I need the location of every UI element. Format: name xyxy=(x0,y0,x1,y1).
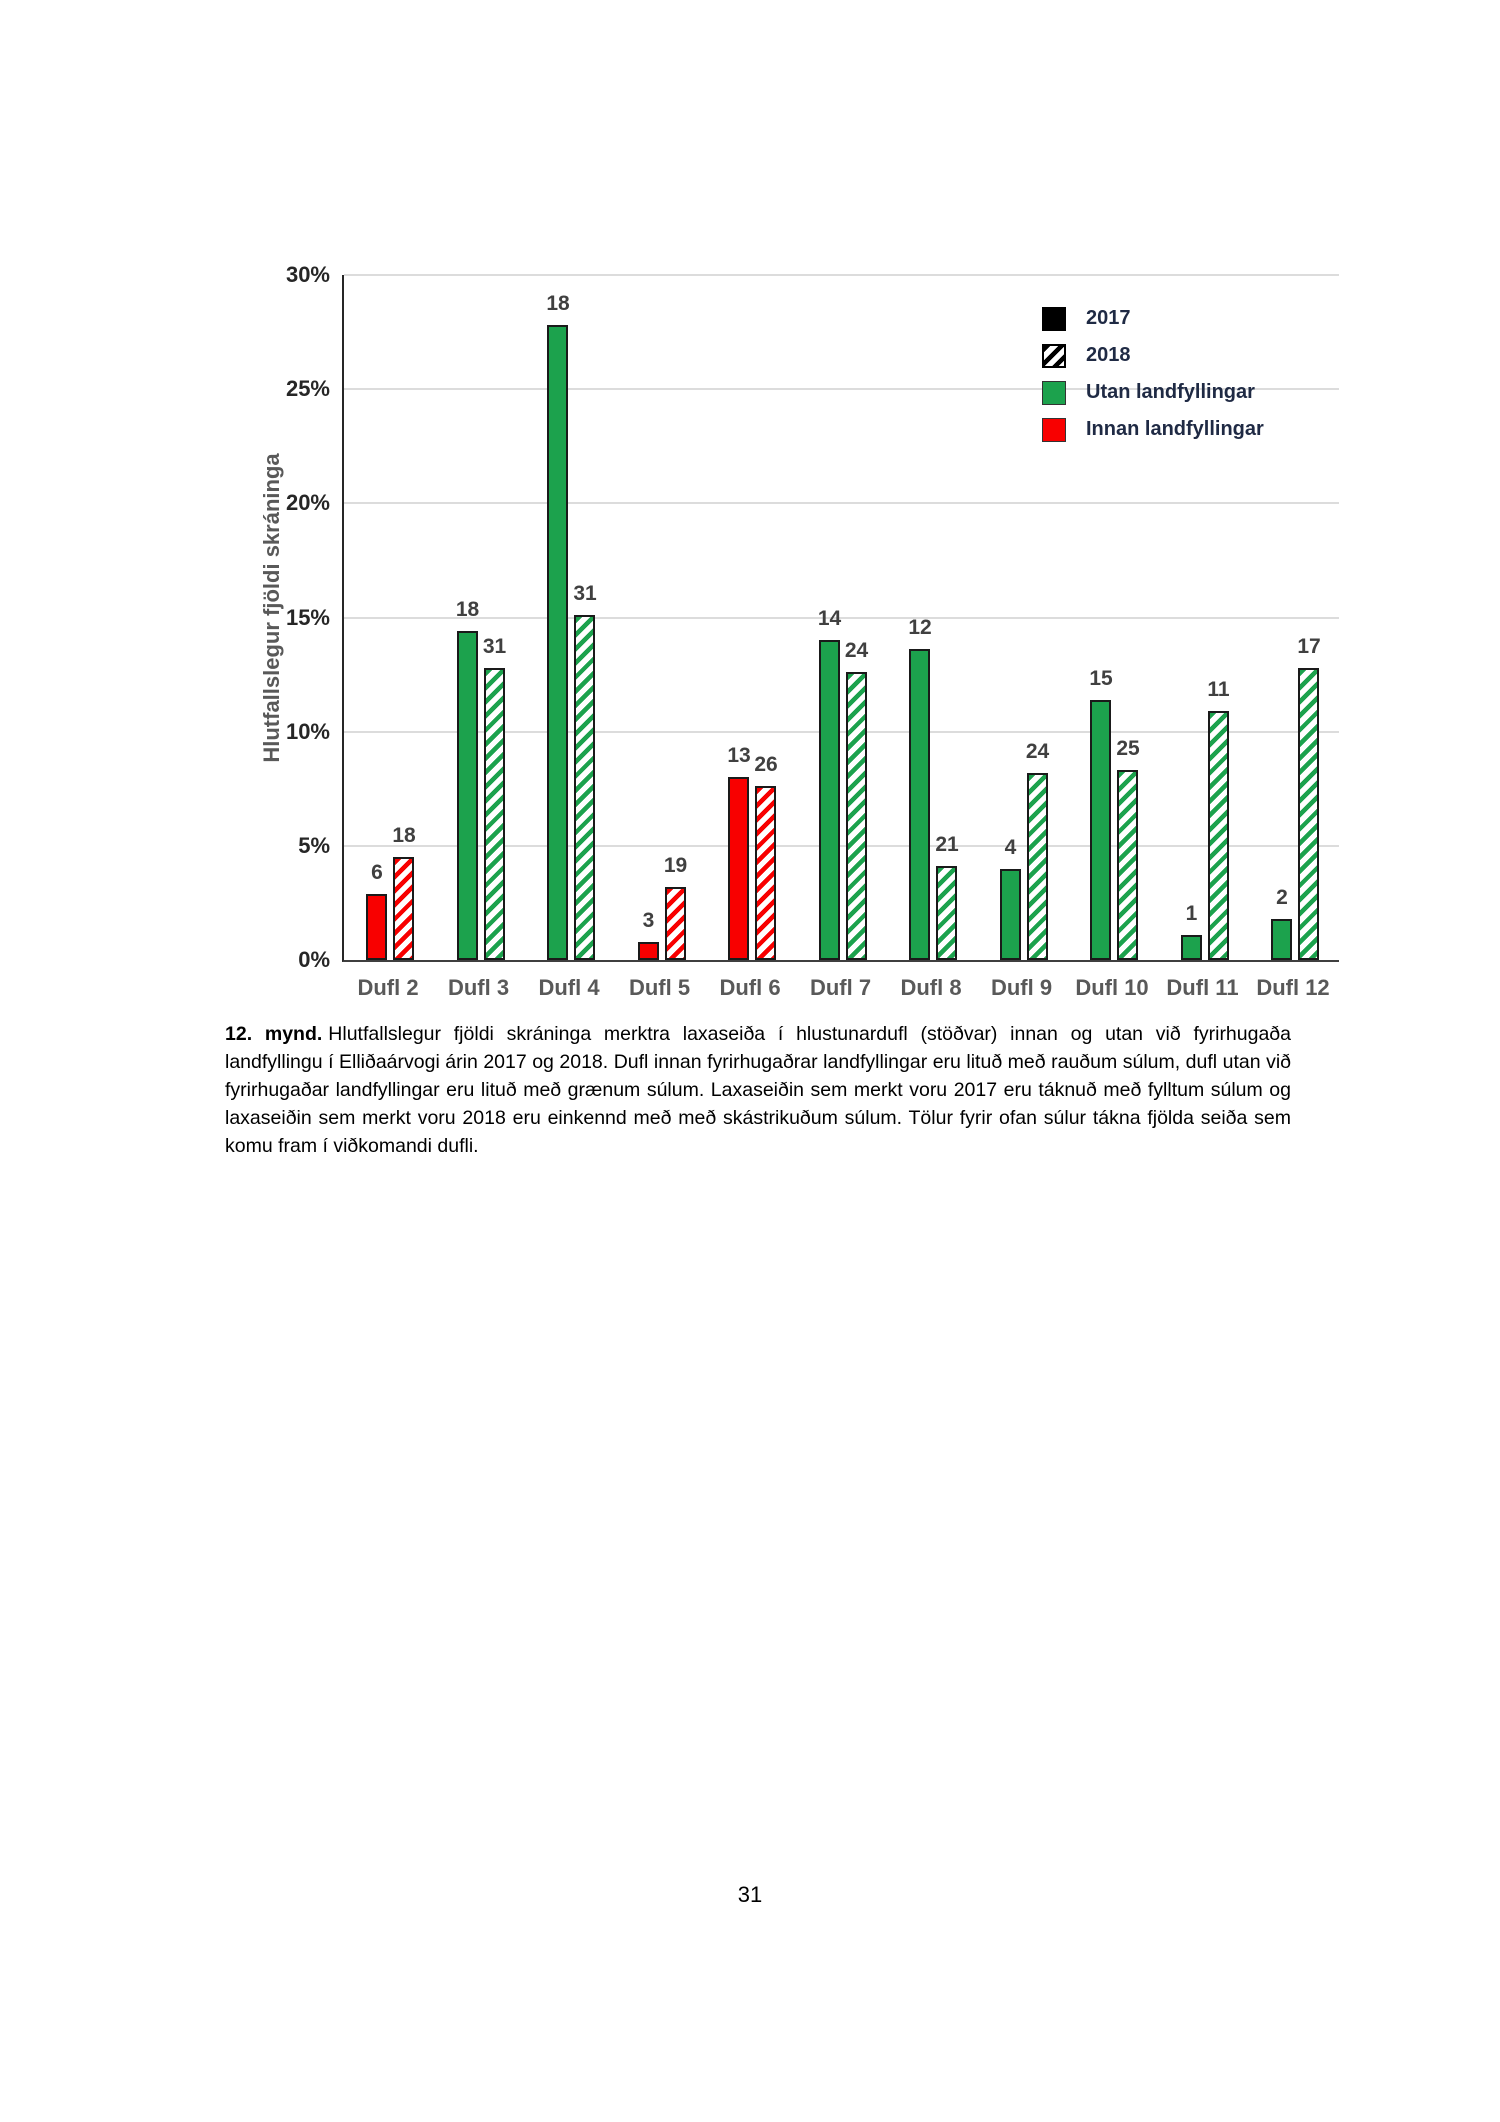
legend-swatch-icon xyxy=(1042,381,1066,405)
bar-value-label: 4 xyxy=(1004,836,1017,859)
y-tick-label: 20% xyxy=(285,490,330,516)
x-tick-label-dufl-3: Dufl 3 xyxy=(447,975,510,1000)
x-tick-label-dufl-12: Dufl 12 xyxy=(1256,975,1330,1000)
bar-dufl-8-2018 xyxy=(936,866,957,960)
page-number: 31 xyxy=(737,1882,763,1907)
bar-value-label: 12 xyxy=(908,616,932,639)
legend-swatch-icon xyxy=(1042,344,1066,368)
x-tick-label-dufl-8: Dufl 8 xyxy=(900,975,962,1000)
x-tick-label-dufl-2: Dufl 2 xyxy=(357,975,419,1000)
bar-value-label: 31 xyxy=(482,635,507,658)
bar-dufl-3-2017 xyxy=(457,631,478,960)
bar-dufl-3-2018 xyxy=(484,668,505,960)
x-tick-label-dufl-4: Dufl 4 xyxy=(538,975,600,1000)
x-tick-label-dufl-5: Dufl 5 xyxy=(628,975,691,1000)
bar-dufl-9-2017 xyxy=(1000,869,1021,960)
bar-dufl-6-2017 xyxy=(728,777,749,960)
legend-label: Innan landfyllingar xyxy=(1086,418,1264,440)
bar-dufl-4-2018 xyxy=(574,615,595,960)
bar-dufl-5-2017 xyxy=(638,942,659,960)
figure-caption xyxy=(225,1020,1291,1160)
bar-dufl-6-2018 xyxy=(755,786,776,960)
bar-value-label: 18 xyxy=(392,824,416,847)
legend-label: 2018 xyxy=(1086,344,1131,366)
bar-value-label: 1 xyxy=(1185,902,1198,925)
legend-row xyxy=(1042,380,1264,405)
y-tick-label: 15% xyxy=(285,604,330,630)
bar-value-label: 31 xyxy=(573,582,597,605)
x-tick-label-dufl-6: Dufl 6 xyxy=(719,975,781,1000)
bar-dufl-10-2018 xyxy=(1117,770,1138,960)
legend-swatch-icon xyxy=(1042,307,1066,331)
figure-caption-label: 12. mynd. xyxy=(225,1023,323,1045)
gridline-30pct xyxy=(344,274,1339,276)
y-tick-label: 25% xyxy=(285,376,330,402)
legend-row xyxy=(1042,343,1264,368)
bar-dufl-12-2018 xyxy=(1298,668,1319,960)
bar-value-label: 18 xyxy=(546,292,570,315)
bar-dufl-11-2018 xyxy=(1208,711,1229,960)
bar-dufl-2-2017 xyxy=(366,894,387,960)
y-tick-label: 10% xyxy=(285,718,330,744)
legend-label: Utan landfyllingar xyxy=(1086,381,1255,403)
bar-value-label: 19 xyxy=(663,854,688,877)
bar-dufl-7-2018 xyxy=(846,672,867,960)
legend-swatch-icon xyxy=(1042,418,1066,442)
x-tick-label-dufl-9: Dufl 9 xyxy=(990,975,1053,1000)
bar-value-label: 24 xyxy=(1025,740,1050,763)
x-tick-label-dufl-11: Dufl 11 xyxy=(1166,975,1239,1000)
bar-value-label: 2 xyxy=(1276,886,1288,909)
bar-value-label: 26 xyxy=(754,753,778,776)
y-tick-label: 30% xyxy=(285,262,330,287)
bar-dufl-4-2017 xyxy=(547,325,568,960)
x-tick-label-dufl-10: Dufl 10 xyxy=(1075,975,1149,1000)
legend-row xyxy=(1042,306,1264,331)
bar-dufl-12-2017 xyxy=(1271,919,1292,960)
bar-dufl-8-2017 xyxy=(909,649,930,960)
y-axis-title: Hlutfallslegur fjöldi skráninga xyxy=(259,453,284,763)
bar-value-label: 3 xyxy=(642,909,655,932)
bar-value-label: 17 xyxy=(1297,635,1321,658)
y-tick-label: 0% xyxy=(298,947,330,972)
legend-label: 2017 xyxy=(1086,307,1131,329)
gridline-20pct xyxy=(344,502,1339,504)
figure-caption-text: Hlutfallslegur fjöldi skráninga merktra laxaseiða í hlustunardufl (stöðvar) innan og utan við fyrirhugaða landfyllingu í Elliðaárvogi árin 2017 og 2018. Dufl innan fyrirhugaðrar landfyllingar eru lituð með rauðum súlum, dufl utan við fyrirhugaðar landfyllingar eru lituð með grænum súlum. Laxaseiðin sem merkt voru 2017 eru táknuð með fylltum súlum og laxaseiðin sem merkt voru 2018 eru einkennd með með skástrikuðum súlum. Tölur fyrir ofan súlur tákna fjölda seiða sem komu fram í viðkomandi dufli. xyxy=(225,1023,1292,1157)
bar-value-label: 24 xyxy=(844,639,869,662)
bar-value-label: 14 xyxy=(817,607,842,630)
bar-value-label: 6 xyxy=(371,861,383,884)
bar-dufl-11-2017 xyxy=(1181,935,1202,960)
bar-dufl-5-2018 xyxy=(665,887,686,960)
bar-dufl-2-2018 xyxy=(393,857,414,960)
bar-value-label: 18 xyxy=(455,598,480,621)
x-tick-label-dufl-7: Dufl 7 xyxy=(809,975,872,1000)
bar-dufl-7-2017 xyxy=(819,640,840,960)
legend-row xyxy=(1042,417,1264,442)
figure-chart xyxy=(0,0,1500,1010)
y-tick-label: 5% xyxy=(298,832,330,858)
bar-value-label: 11 xyxy=(1207,678,1230,701)
bar-value-label: 21 xyxy=(935,833,959,856)
bar-value-label: 13 xyxy=(727,744,751,767)
bar-value-label: 25 xyxy=(1116,737,1140,760)
bar-value-label: 15 xyxy=(1089,667,1113,690)
bar-dufl-9-2018 xyxy=(1027,773,1048,960)
chart-legend xyxy=(1042,306,1264,454)
